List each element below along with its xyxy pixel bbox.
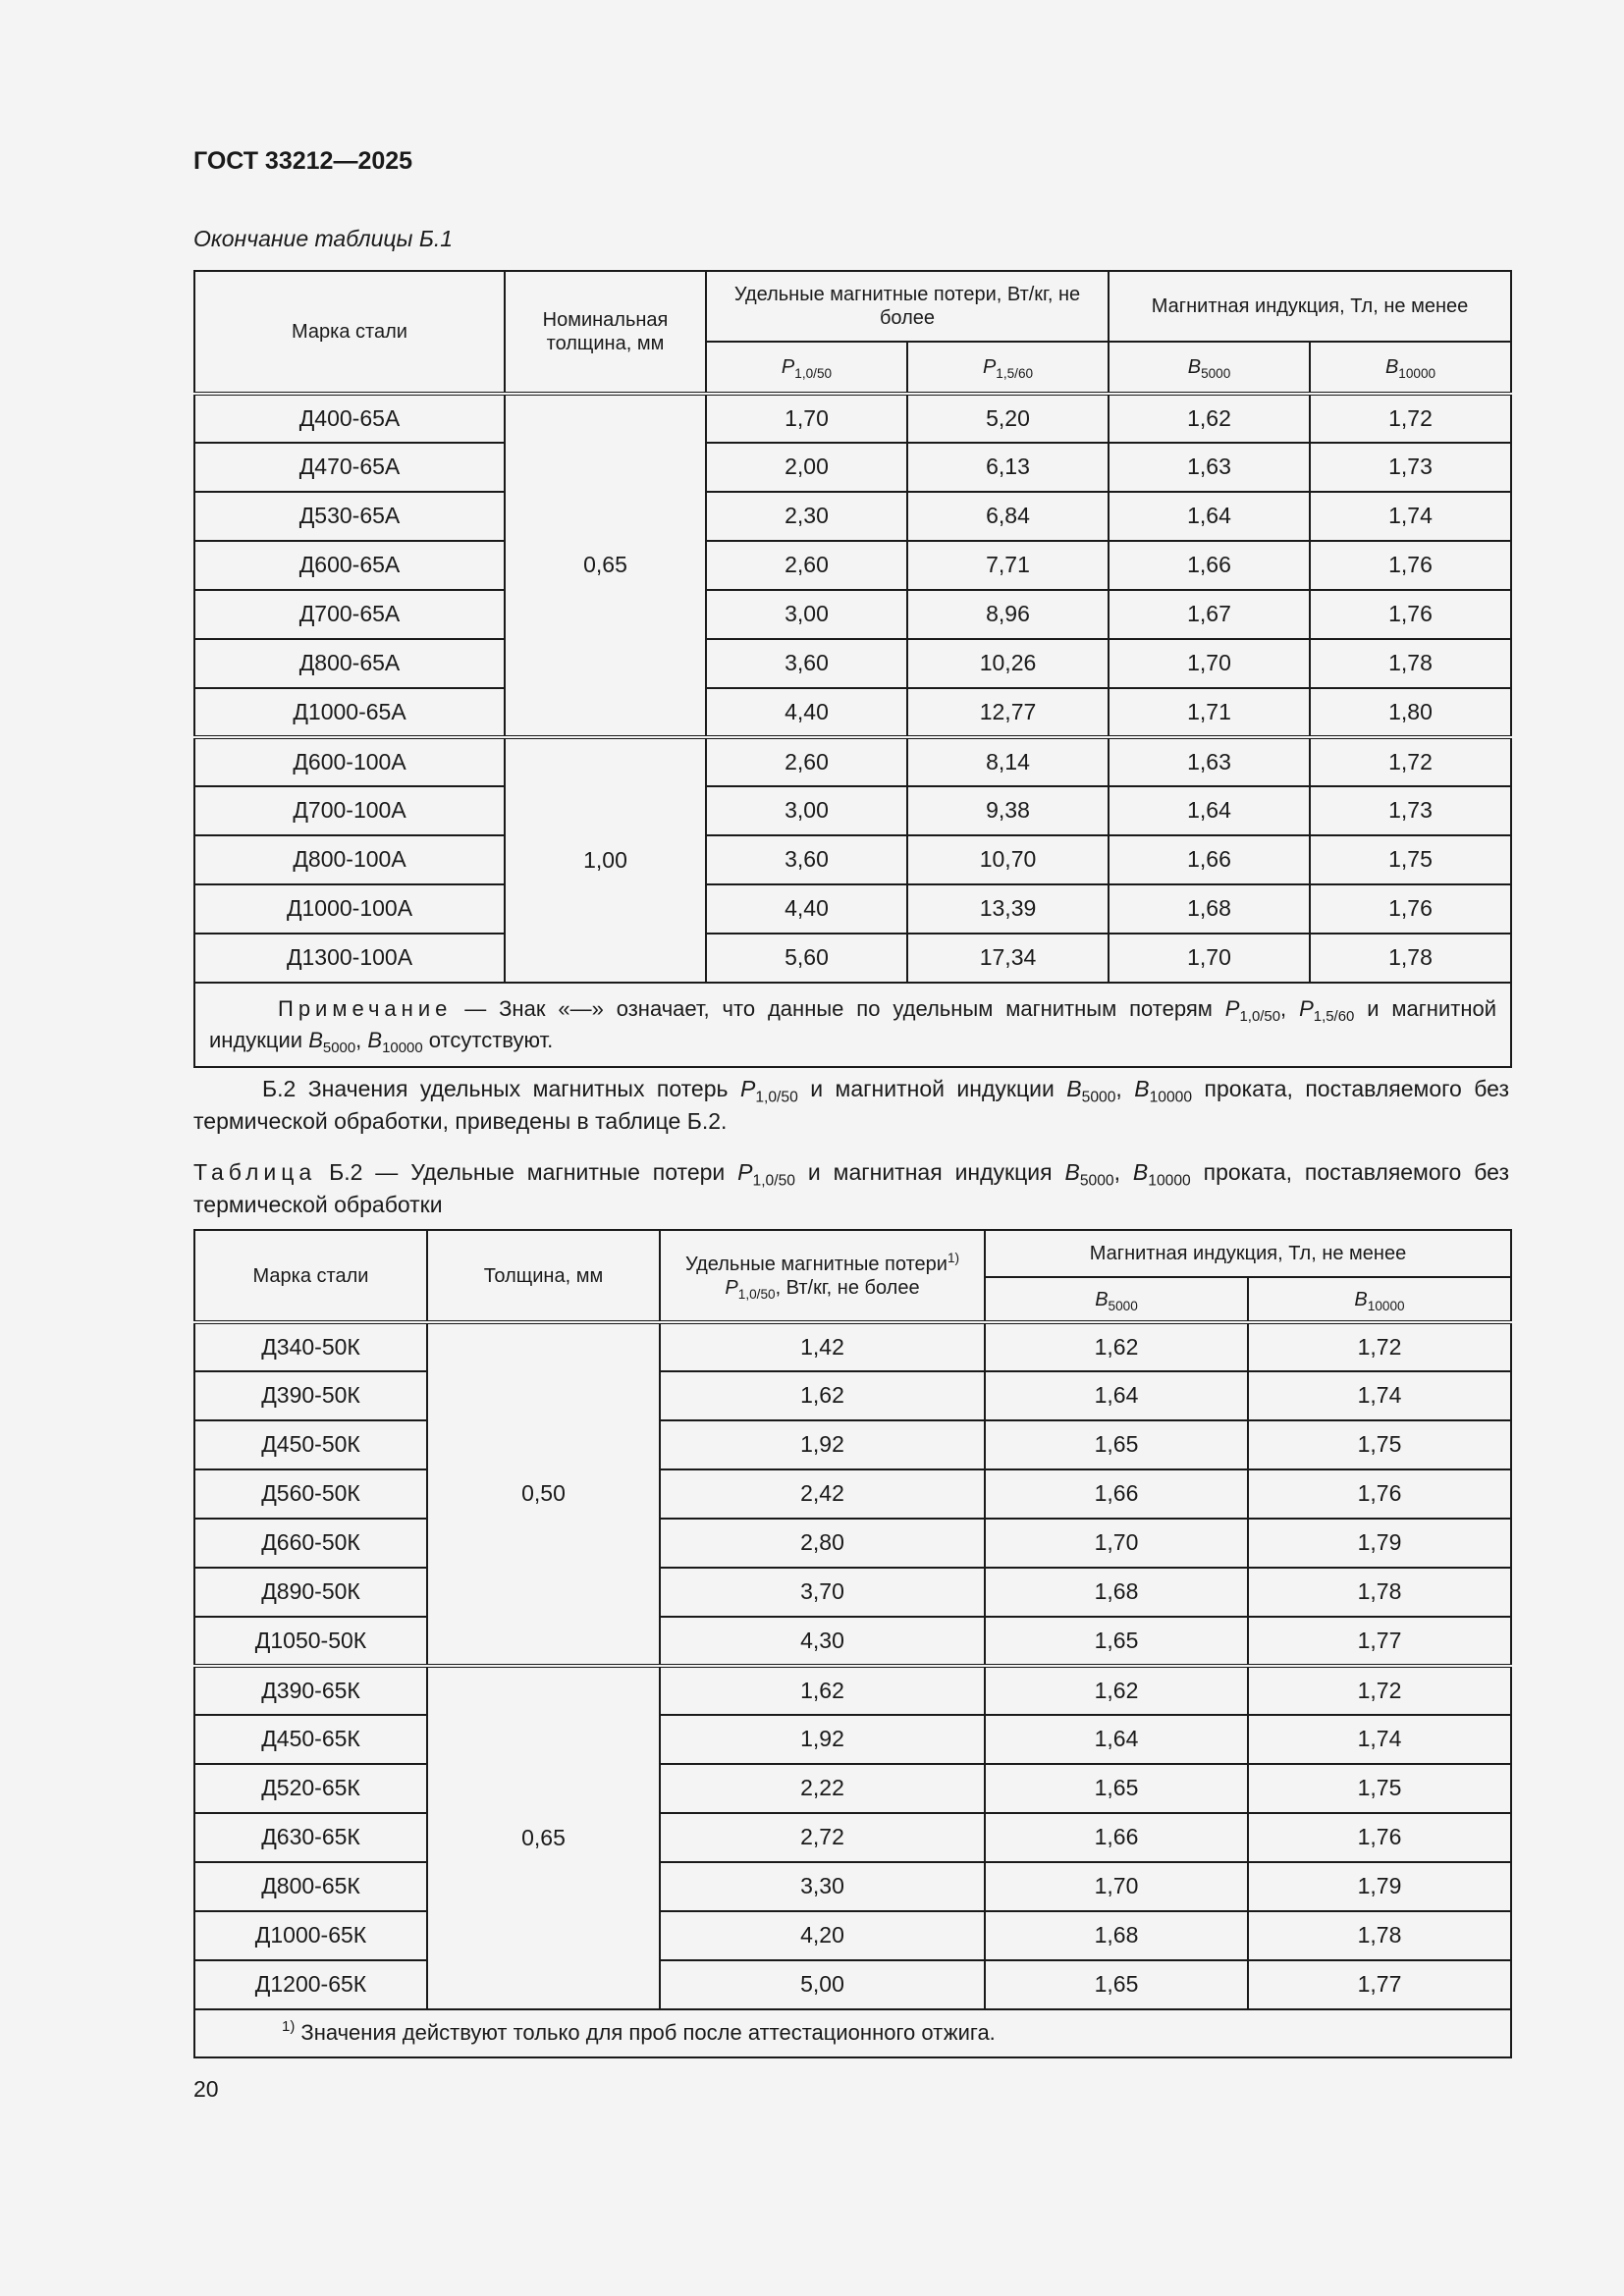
- cell-value: 2,22: [660, 1764, 985, 1813]
- cell-value: 1,78: [1248, 1568, 1511, 1617]
- table-row: [194, 1764, 1511, 1813]
- cell-value: 1,64: [1109, 786, 1310, 835]
- cell-value: 2,60: [706, 541, 907, 590]
- cell-value: 1,42: [660, 1322, 985, 1371]
- cell-value: 3,60: [706, 835, 907, 884]
- cell-value: 5,60: [706, 934, 907, 983]
- cell-value: 1,66: [985, 1813, 1248, 1862]
- cell-value: 1,71: [1109, 688, 1310, 737]
- cell-value: 1,70: [1109, 639, 1310, 688]
- header-induction: Магнитная индукция, Тл, не менее: [1109, 271, 1511, 342]
- cell-value: 1,65: [985, 1617, 1248, 1666]
- table-row: [194, 1469, 1511, 1519]
- table-row: [194, 1568, 1511, 1617]
- cell-value: 1,92: [660, 1715, 985, 1764]
- table-row: [194, 1371, 1511, 1420]
- subheader-p15-60: $P_{1,5/60}$: [907, 342, 1109, 394]
- cell-grade: Д1050-50К: [194, 1617, 427, 1666]
- cell-value: 1,76: [1248, 1469, 1511, 1519]
- cell-value: 1,68: [985, 1568, 1248, 1617]
- cell-value: 3,00: [706, 590, 907, 639]
- cell-value: 1,65: [985, 1960, 1248, 2009]
- cell-value: 2,80: [660, 1519, 985, 1568]
- document-id: ГОСТ 33212—2025: [193, 147, 413, 175]
- table-row: [194, 1960, 1511, 2009]
- cell-value: 12,77: [907, 688, 1109, 737]
- cell-grade: Д450-65К: [194, 1715, 427, 1764]
- cell-value: 1,76: [1248, 1813, 1511, 1862]
- table-row: [194, 394, 1511, 443]
- cell-value: 6,13: [907, 443, 1109, 492]
- cell-value: 1,72: [1310, 737, 1511, 786]
- cell-value: 10,70: [907, 835, 1109, 884]
- cell-grade: Д340-50К: [194, 1322, 427, 1371]
- cell-value: 8,14: [907, 737, 1109, 786]
- cell-value: 1,62: [660, 1371, 985, 1420]
- header-thickness-2: Толщина, мм: [427, 1230, 660, 1322]
- cell-value: 1,65: [985, 1420, 1248, 1469]
- cell-value: 1,92: [660, 1420, 985, 1469]
- table-row: [194, 443, 1511, 492]
- cell-value: 2,72: [660, 1813, 985, 1862]
- cell-value: 5,00: [660, 1960, 985, 2009]
- cell-value: 1,66: [1109, 541, 1310, 590]
- cell-value: 3,00: [706, 786, 907, 835]
- cell-value: 1,76: [1310, 590, 1511, 639]
- page-number: 20: [193, 2076, 219, 2102]
- table-row: [194, 1322, 1511, 1371]
- cell-value: 4,40: [706, 688, 907, 737]
- cell-value: 1,78: [1310, 934, 1511, 983]
- cell-thickness: 1,00: [505, 737, 706, 983]
- cell-value: 1,70: [1109, 934, 1310, 983]
- cell-value: 1,72: [1310, 394, 1511, 443]
- cell-value: 1,74: [1248, 1715, 1511, 1764]
- cell-value: 1,68: [1109, 884, 1310, 934]
- cell-grade: Д1000-65К: [194, 1911, 427, 1960]
- subheader-p10-50: $P_{1,0/50}$: [706, 342, 907, 394]
- header-grade-2: Марка стали: [194, 1230, 427, 1322]
- cell-value: 1,62: [985, 1666, 1248, 1715]
- table2-footnote: $^{1)}$ Значения действуют только для проб после аттестационного отжига.: [194, 2009, 1511, 2057]
- header-grade: Марка стали: [194, 271, 505, 394]
- cell-value: 1,78: [1248, 1911, 1511, 1960]
- cell-value: 1,65: [985, 1764, 1248, 1813]
- cell-value: 5,20: [907, 394, 1109, 443]
- cell-value: 13,39: [907, 884, 1109, 934]
- cell-value: 1,80: [1310, 688, 1511, 737]
- cell-value: 1,62: [660, 1666, 985, 1715]
- table-row: [194, 1420, 1511, 1469]
- cell-value: 4,20: [660, 1911, 985, 1960]
- table-row: [194, 1911, 1511, 1960]
- subheader-b5000-2: $B_{5000}$: [985, 1277, 1248, 1322]
- cell-thickness: 0,50: [427, 1322, 660, 1666]
- cell-value: 1,63: [1109, 737, 1310, 786]
- cell-grade: Д700-100А: [194, 786, 505, 835]
- paragraph-b2: Б.2 Значения удельных магнитных потерь $P_{1,0/50}$ и магнитной индукции $B_{5000}$, $B_{10000}$ проката, поставляемого без термической обработки, приведены в таблице Б.2.: [193, 1076, 1509, 1135]
- cell-value: 17,34: [907, 934, 1109, 983]
- cell-value: 1,75: [1310, 835, 1511, 884]
- cell-value: 2,42: [660, 1469, 985, 1519]
- cell-value: 3,30: [660, 1862, 985, 1911]
- table-row: [194, 688, 1511, 737]
- cell-value: 3,70: [660, 1568, 985, 1617]
- table-row: [194, 786, 1511, 835]
- cell-value: 1,70: [985, 1862, 1248, 1911]
- cell-grade: Д800-65А: [194, 639, 505, 688]
- cell-value: 1,73: [1310, 786, 1511, 835]
- cell-value: 1,72: [1248, 1322, 1511, 1371]
- table-b2: [193, 1229, 1512, 2058]
- table-row: [194, 1617, 1511, 1666]
- cell-value: 1,64: [985, 1371, 1248, 1420]
- cell-value: 10,26: [907, 639, 1109, 688]
- cell-value: 1,77: [1248, 1617, 1511, 1666]
- cell-value: 1,70: [985, 1519, 1248, 1568]
- cell-grade: Д450-50К: [194, 1420, 427, 1469]
- cell-grade: Д400-65А: [194, 394, 505, 443]
- cell-grade: Д530-65А: [194, 492, 505, 541]
- table-row: [194, 934, 1511, 983]
- cell-value: 1,72: [1248, 1666, 1511, 1715]
- cell-value: 2,30: [706, 492, 907, 541]
- cell-value: 2,00: [706, 443, 907, 492]
- header-induction-2: Магнитная индукция, Тл, не менее: [985, 1230, 1511, 1277]
- cell-grade: Д390-50К: [194, 1371, 427, 1420]
- table1-caption: Окончание таблицы Б.1: [193, 226, 454, 251]
- cell-value: 1,70: [706, 394, 907, 443]
- cell-value: 4,30: [660, 1617, 985, 1666]
- cell-grade: Д1300-100А: [194, 934, 505, 983]
- cell-value: 1,73: [1310, 443, 1511, 492]
- header-losses: Удельные магнитные потери, Вт/кг, не более: [706, 271, 1109, 342]
- cell-value: 7,71: [907, 541, 1109, 590]
- header-losses-2: Удельные магнитные потери$^{1)}$ $P_{1,0/50}$, Вт/кг, не более: [660, 1230, 985, 1322]
- subheader-b5000: $B_{5000}$: [1109, 342, 1310, 394]
- table1-note: Примечание — Знак «—» означает, что данные по удельным магнитным потерям $P_{1,0/50}$, $P_{1,5/60}$ и магнитной индукции $B_{5000}$, $B_{10000}$ отсутствуют.: [194, 983, 1511, 1067]
- cell-grade: Д630-65К: [194, 1813, 427, 1862]
- cell-value: 1,68: [985, 1911, 1248, 1960]
- cell-grade: Д1000-65А: [194, 688, 505, 737]
- cell-grade: Д1000-100А: [194, 884, 505, 934]
- cell-value: 1,64: [985, 1715, 1248, 1764]
- cell-value: 1,64: [1109, 492, 1310, 541]
- table-row: [194, 835, 1511, 884]
- cell-grade: Д520-65К: [194, 1764, 427, 1813]
- cell-value: 2,60: [706, 737, 907, 786]
- cell-grade: Д600-65А: [194, 541, 505, 590]
- table-row: [194, 1715, 1511, 1764]
- cell-thickness: 0,65: [505, 394, 706, 737]
- table-row: [194, 1666, 1511, 1715]
- cell-grade: Д1200-65К: [194, 1960, 427, 2009]
- table-row: [194, 1519, 1511, 1568]
- table-row: [194, 1862, 1511, 1911]
- cell-grade: Д600-100А: [194, 737, 505, 786]
- cell-value: 3,60: [706, 639, 907, 688]
- cell-value: 4,40: [706, 884, 907, 934]
- cell-value: 1,78: [1310, 639, 1511, 688]
- table-row: [194, 737, 1511, 786]
- cell-grade: Д700-65А: [194, 590, 505, 639]
- cell-grade: Д890-50К: [194, 1568, 427, 1617]
- cell-grade: Д800-65К: [194, 1862, 427, 1911]
- cell-value: 1,67: [1109, 590, 1310, 639]
- table-row: [194, 492, 1511, 541]
- cell-value: 1,74: [1310, 492, 1511, 541]
- table-row: [194, 639, 1511, 688]
- cell-thickness: 0,65: [427, 1666, 660, 2009]
- cell-value: 1,62: [1109, 394, 1310, 443]
- cell-value: 1,66: [985, 1469, 1248, 1519]
- table2-caption: Таблица Б.2 — Удельные магнитные потери $P_{1,0/50}$ и магнитная индукция $B_{5000}$, $B_{10000}$ проката, поставляемого без термической обработки: [193, 1159, 1509, 1218]
- table-row: [194, 541, 1511, 590]
- cell-value: 8,96: [907, 590, 1109, 639]
- cell-value: 1,75: [1248, 1764, 1511, 1813]
- cell-value: 1,75: [1248, 1420, 1511, 1469]
- table-row: [194, 884, 1511, 934]
- cell-value: 1,79: [1248, 1862, 1511, 1911]
- table-row: [194, 590, 1511, 639]
- subheader-b10000: $B_{10000}$: [1310, 342, 1511, 394]
- table-row: [194, 1813, 1511, 1862]
- cell-value: 1,77: [1248, 1960, 1511, 2009]
- cell-value: 1,76: [1310, 884, 1511, 934]
- cell-grade: Д390-65К: [194, 1666, 427, 1715]
- cell-value: 6,84: [907, 492, 1109, 541]
- table-b1: [193, 270, 1512, 1068]
- cell-value: 1,74: [1248, 1371, 1511, 1420]
- cell-value: 1,66: [1109, 835, 1310, 884]
- header-thickness: Номинальная толщина, мм: [505, 271, 706, 394]
- cell-value: 1,62: [985, 1322, 1248, 1371]
- cell-value: 1,76: [1310, 541, 1511, 590]
- cell-grade: Д660-50К: [194, 1519, 427, 1568]
- cell-grade: Д560-50К: [194, 1469, 427, 1519]
- cell-value: 9,38: [907, 786, 1109, 835]
- cell-grade: Д800-100А: [194, 835, 505, 884]
- cell-value: 1,63: [1109, 443, 1310, 492]
- subheader-b10000-2: $B_{10000}$: [1248, 1277, 1511, 1322]
- cell-value: 1,79: [1248, 1519, 1511, 1568]
- cell-grade: Д470-65А: [194, 443, 505, 492]
